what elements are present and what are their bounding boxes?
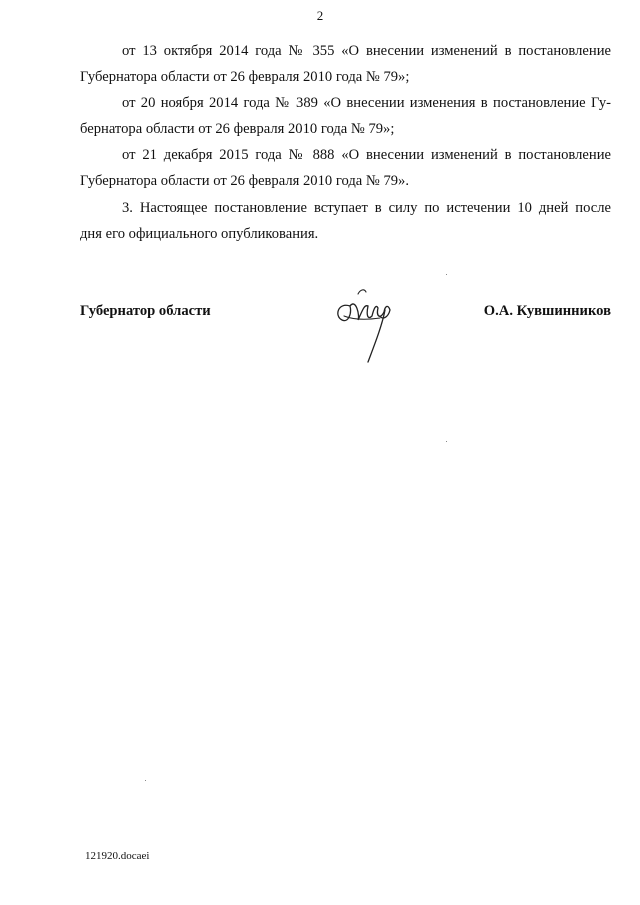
paragraph-first-line: от 13 октября 2014 года № 355 «О внесении изменений в постановление [122, 43, 611, 59]
scan-speck [446, 441, 447, 442]
scan-speck [145, 780, 146, 781]
amendment-paragraph-2 [80, 90, 611, 142]
amendment-paragraph-1 [80, 38, 611, 90]
paragraph-continuation: Губернатора области от 26 февраля 2010 года № 79». [80, 173, 409, 189]
paragraph-first-line: от 20 ноября 2014 года № 389 «О внесении изменения в постановление Гу- [122, 95, 611, 111]
scan-speck [446, 274, 447, 275]
paragraph-continuation: Губернатора области от 26 февраля 2010 года № 79»; [80, 69, 410, 85]
paragraph-first-line: 3. Настоящее постановление вступает в силу по истечении 10 дней после [122, 200, 611, 216]
handwritten-signature [330, 276, 400, 366]
signature-block [80, 300, 611, 370]
effective-date-clause [80, 195, 611, 247]
amendment-paragraph-3 [80, 142, 611, 194]
document-file-code: 121920.docaei [85, 850, 150, 862]
page-number: 2 [316, 8, 324, 23]
paragraph-continuation: бернатора области от 26 февраля 2010 года № 79»; [80, 121, 395, 137]
signatory-title: Губернатор области [80, 303, 211, 319]
signatory-name: О.А. Кувшинников [483, 303, 611, 319]
paragraph-first-line: от 21 декабря 2015 года № 888 «О внесении изменений в постановление [122, 147, 611, 163]
paragraph-continuation: дня его официального опубликования. [80, 226, 319, 242]
